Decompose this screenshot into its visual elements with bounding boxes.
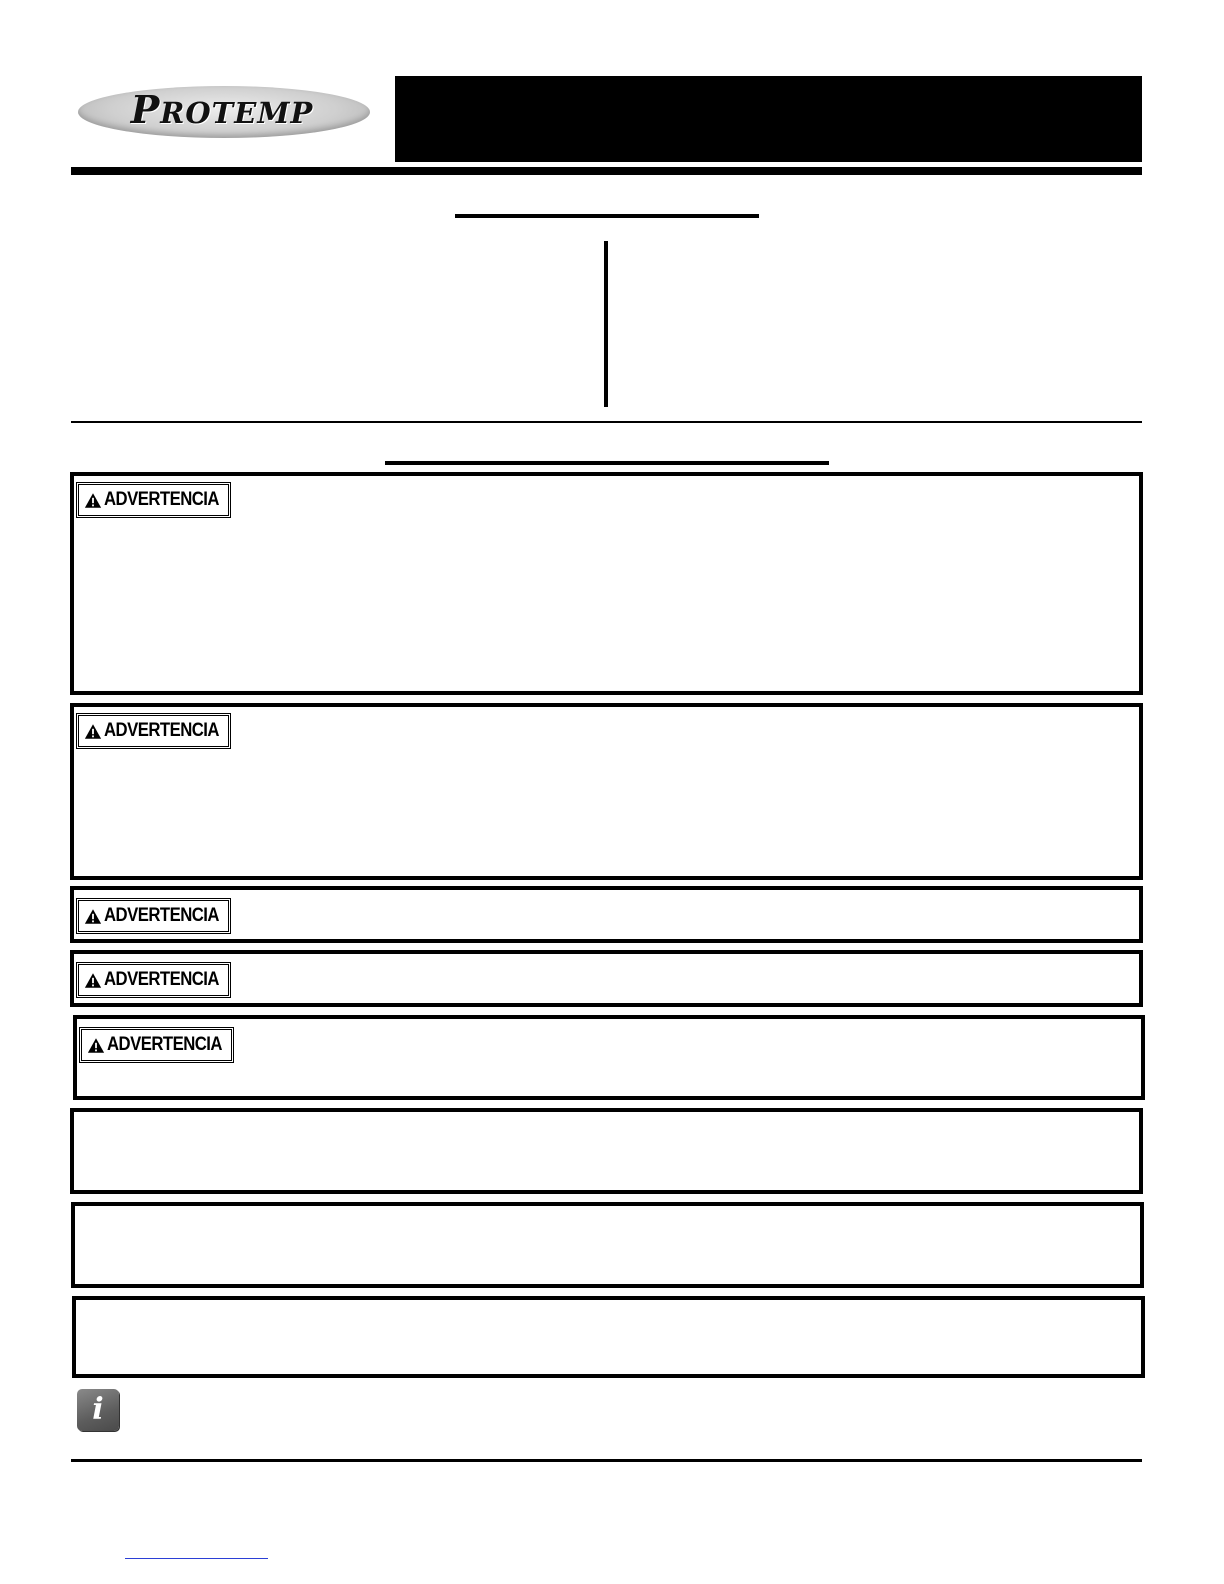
warning-label: ADVERTENCIA (104, 489, 219, 510)
warning-box (73, 1015, 1145, 1100)
header-rule (71, 167, 1142, 175)
warning-label: ADVERTENCIA (107, 1034, 222, 1055)
warning-badge (78, 484, 229, 516)
title-bar (395, 76, 1142, 162)
warning-box (70, 886, 1143, 943)
warning-badge (78, 900, 229, 932)
info-icon (77, 1389, 119, 1431)
warning-triangle-icon (84, 723, 102, 740)
notice-box (72, 1296, 1145, 1378)
warning-triangle-icon (84, 492, 102, 509)
notice-box (71, 1202, 1144, 1288)
notice-box (70, 1108, 1143, 1194)
warning-badge (78, 715, 229, 747)
warning-triangle-icon (87, 1037, 105, 1054)
footer-rule (71, 1459, 1142, 1462)
warning-label: ADVERTENCIA (104, 969, 219, 990)
logo-wordmark: PROTEMP (130, 87, 314, 132)
protemp-logo (72, 80, 372, 144)
warning-triangle-icon (84, 972, 102, 989)
warning-badge (81, 1029, 232, 1061)
warning-box (70, 950, 1143, 1007)
section-heading-underline (455, 214, 759, 218)
column-divider (604, 241, 608, 407)
warning-badge (78, 964, 229, 996)
warning-label: ADVERTENCIA (104, 905, 219, 926)
footer-link-underline[interactable] (125, 1558, 268, 1559)
warning-box (70, 703, 1143, 880)
warning-label: ADVERTENCIA (104, 720, 219, 741)
section-rule (71, 421, 1142, 423)
safety-heading-underline (385, 461, 829, 465)
warning-box (70, 472, 1143, 695)
warning-triangle-icon (84, 908, 102, 925)
info-glyph: i (92, 1392, 104, 1427)
